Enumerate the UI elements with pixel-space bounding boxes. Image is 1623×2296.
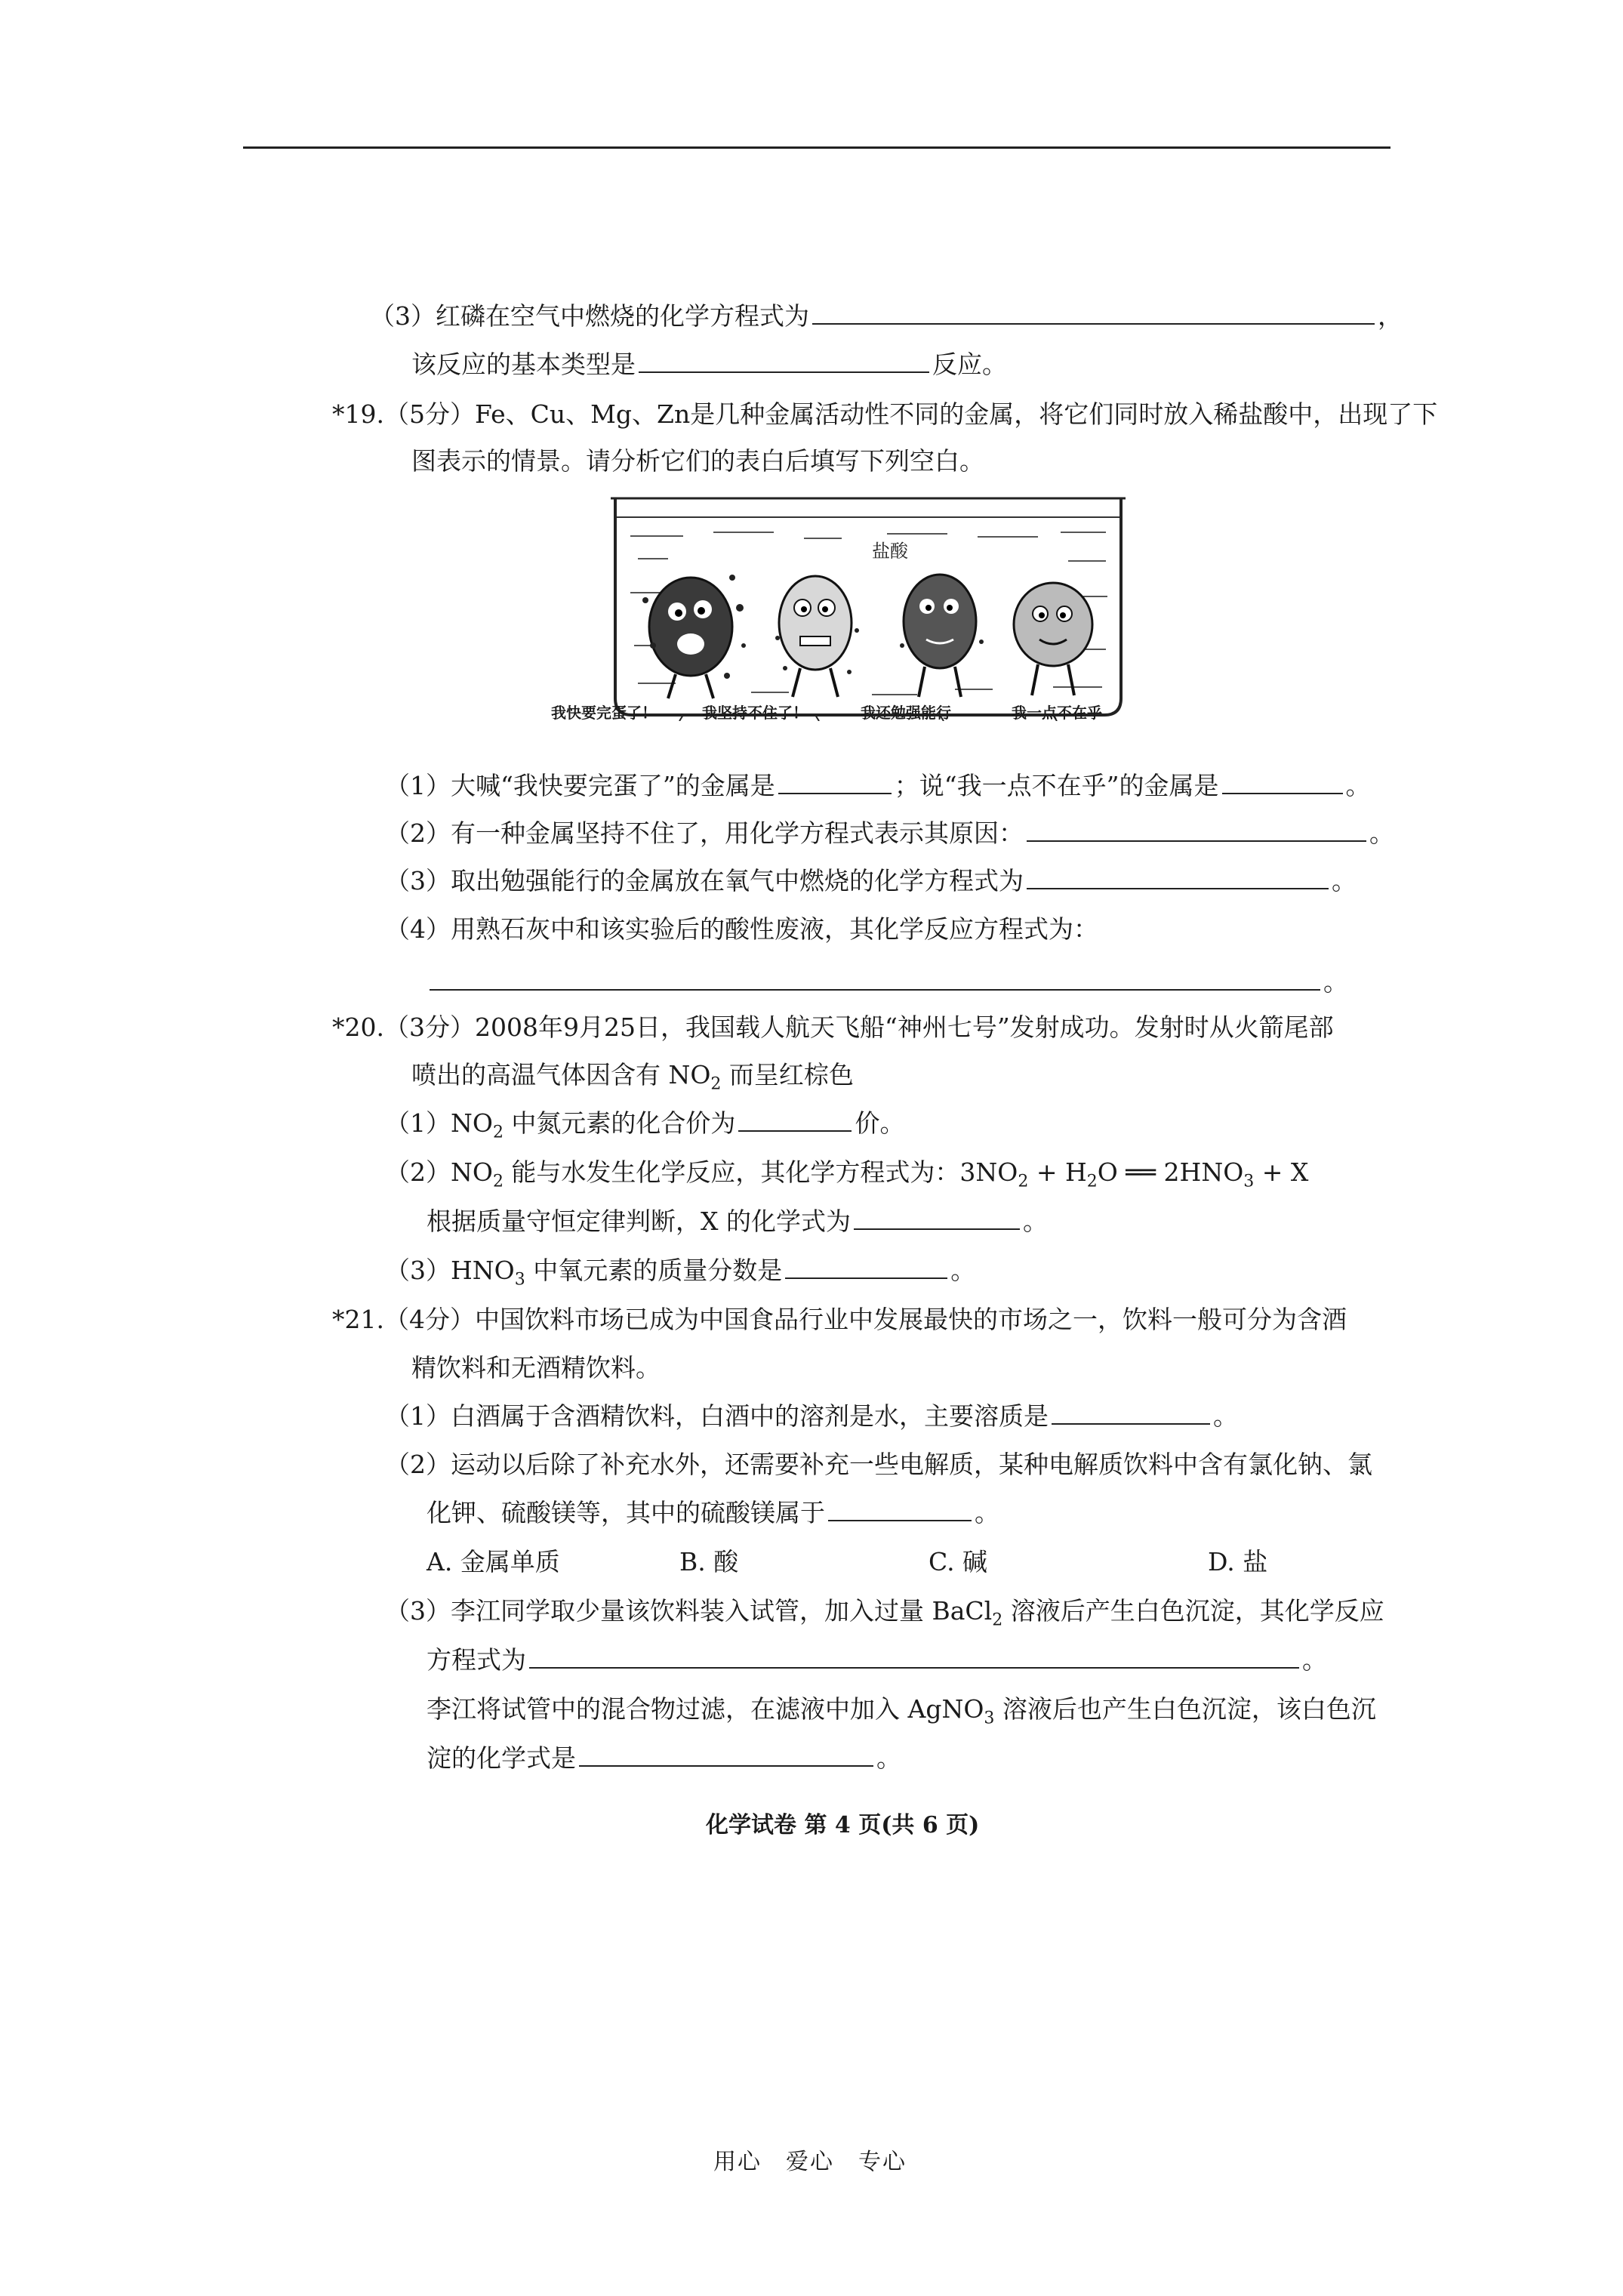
q21-sub3-line4: 淀的化学式是 。: [427, 1743, 901, 1773]
q20-sub2-blank[interactable]: [854, 1206, 1020, 1230]
q21-sub2-line1: （2）运动以后除了补充水外，还需要补充一些电解质，某种电解质饮料中含有氯化钠、氯: [385, 1450, 1372, 1479]
metal-fe-character: [900, 575, 984, 697]
q19-sub1-blank-a[interactable]: [778, 770, 892, 794]
q19-sub3: （3）取出勉强能行的金属放在氧气中燃烧的化学方程式为 。: [385, 866, 1357, 895]
q18-3-line1: （3）红磷在空气中燃烧的化学方程式为 ，: [370, 301, 1403, 331]
q20-sub3-blank[interactable]: [785, 1255, 947, 1279]
q21-option-a[interactable]: A. 金属单质: [427, 1547, 560, 1576]
page-number-footer: 化学试卷 第 4 页(共 6 页): [706, 1812, 980, 1838]
q19-sub4-answer-line: 。: [427, 966, 1348, 998]
q19-sub1: （1）大喊“我快要完蛋了”的金属是 ；说“我一点不在乎”的金属是 。: [385, 771, 1371, 800]
q21-sub2-blank[interactable]: [828, 1497, 972, 1521]
beaker-illustration: [600, 495, 1136, 721]
metal-cu-character: [1014, 583, 1092, 695]
q21-option-d[interactable]: D. 盐: [1208, 1547, 1268, 1576]
q21-option-b[interactable]: B. 酸: [679, 1547, 739, 1576]
q18-3-type-blank[interactable]: [639, 349, 929, 373]
metal-zn-character: [775, 576, 859, 697]
q20-sub1: $(1)NO_2$ 中氮元素的化合价为 价。: [385, 1108, 905, 1142]
q20-sub1-blank[interactable]: [738, 1108, 852, 1132]
q19-sub4-blank[interactable]: [430, 966, 1320, 991]
q20-header-line2: 喷出的高温气体因含有 $NO_2$ 而呈红棕色: [411, 1060, 854, 1094]
header-rule: [243, 146, 1390, 149]
q19-header-line2: 图表示的情景。请分析它们的表白后填写下列空白。: [411, 446, 984, 476]
q18-3-prompt: （3）红磷在空气中燃烧的化学方程式为: [370, 301, 809, 331]
q21-option-c[interactable]: C. 碱: [929, 1547, 988, 1576]
q19-sub2-blank[interactable]: [1027, 818, 1366, 842]
q21-sub3-formula-blank[interactable]: [579, 1743, 873, 1767]
q19-sub2: （2）有一种金属坚持不住了，用化学方程式表示其原因： 。: [385, 818, 1394, 848]
q21-header-line1: *21.（4分）中国饮料市场已成为中国食品行业中发展最快的市场之一，饮料一般可分为含酒: [332, 1305, 1347, 1334]
beaker-label: 盐酸: [872, 541, 908, 562]
q21-sub3-equation-blank[interactable]: [529, 1644, 1299, 1669]
q19-sub3-blank[interactable]: [1027, 865, 1329, 889]
q21-sub3-line2: 方程式为 。: [427, 1645, 1327, 1675]
caption-3: 我还勉强能行: [861, 704, 951, 722]
q19-sub4: （4）用熟石灰中和该实验后的酸性废液，其化学反应方程式为：: [385, 914, 1098, 944]
caption-2: 我坚持不住了！: [702, 704, 808, 722]
q20-sub3: $(3)HNO_3$ 中氧元素的质量分数是 。: [385, 1256, 976, 1290]
q21-sub3-line3: 李江将试管中的混合物过滤，在滤液中加入 AgNO$_3$ 溶液后也产生白色沉淀，该白色沉: [427, 1694, 1376, 1728]
caption-1: 我快要完蛋了！: [551, 704, 657, 722]
q20-sub2: $(2)NO_2$ 能与水发生化学反应，其化学方程式为：$3NO_2 + H_2O$ ══ $2HNO_3 + X$: [385, 1157, 1309, 1191]
metals-in-acid-figure: [600, 495, 1136, 721]
caption-4: 我一点不在乎: [1012, 704, 1102, 722]
q19-sub1-blank-b[interactable]: [1222, 770, 1343, 794]
q21-sub3-line1: （3）李江同学取少量该饮料装入试管，加入过量 BaCl$_2$ 溶液后产生白色沉淀，其化学反应: [385, 1596, 1384, 1630]
motto-footer: 用心 爱心 专心: [713, 2149, 907, 2175]
q18-3-answer-blank[interactable]: [812, 300, 1375, 325]
q21-header-line2: 精饮料和无酒精饮料。: [411, 1353, 661, 1382]
q19-header-line1: *19.（5分）Fe、Cu、Mg、Zn是几种金属活动性不同的金属，将它们同时放入稀盐酸中，出现了下: [332, 399, 1438, 429]
q20-header-line1: *20.（3分）2008年9月25日，我国载人航天飞船“神州七号”发射成功。发射时从火箭尾部: [332, 1012, 1334, 1042]
q18-3-line2: 该反应的基本类型是 反应。: [411, 350, 1007, 379]
q21-sub1-blank[interactable]: [1052, 1401, 1210, 1425]
q21-sub2-line2: 化钾、硫酸镁等，其中的硫酸镁属于 。: [427, 1498, 999, 1527]
q20-sub2-line2: 根据质量守恒定律判断，X 的化学式为 。: [427, 1207, 1048, 1236]
q21-sub1: （1）白酒属于含酒精饮料，白酒中的溶剂是水，主要溶质是 。: [385, 1401, 1238, 1431]
